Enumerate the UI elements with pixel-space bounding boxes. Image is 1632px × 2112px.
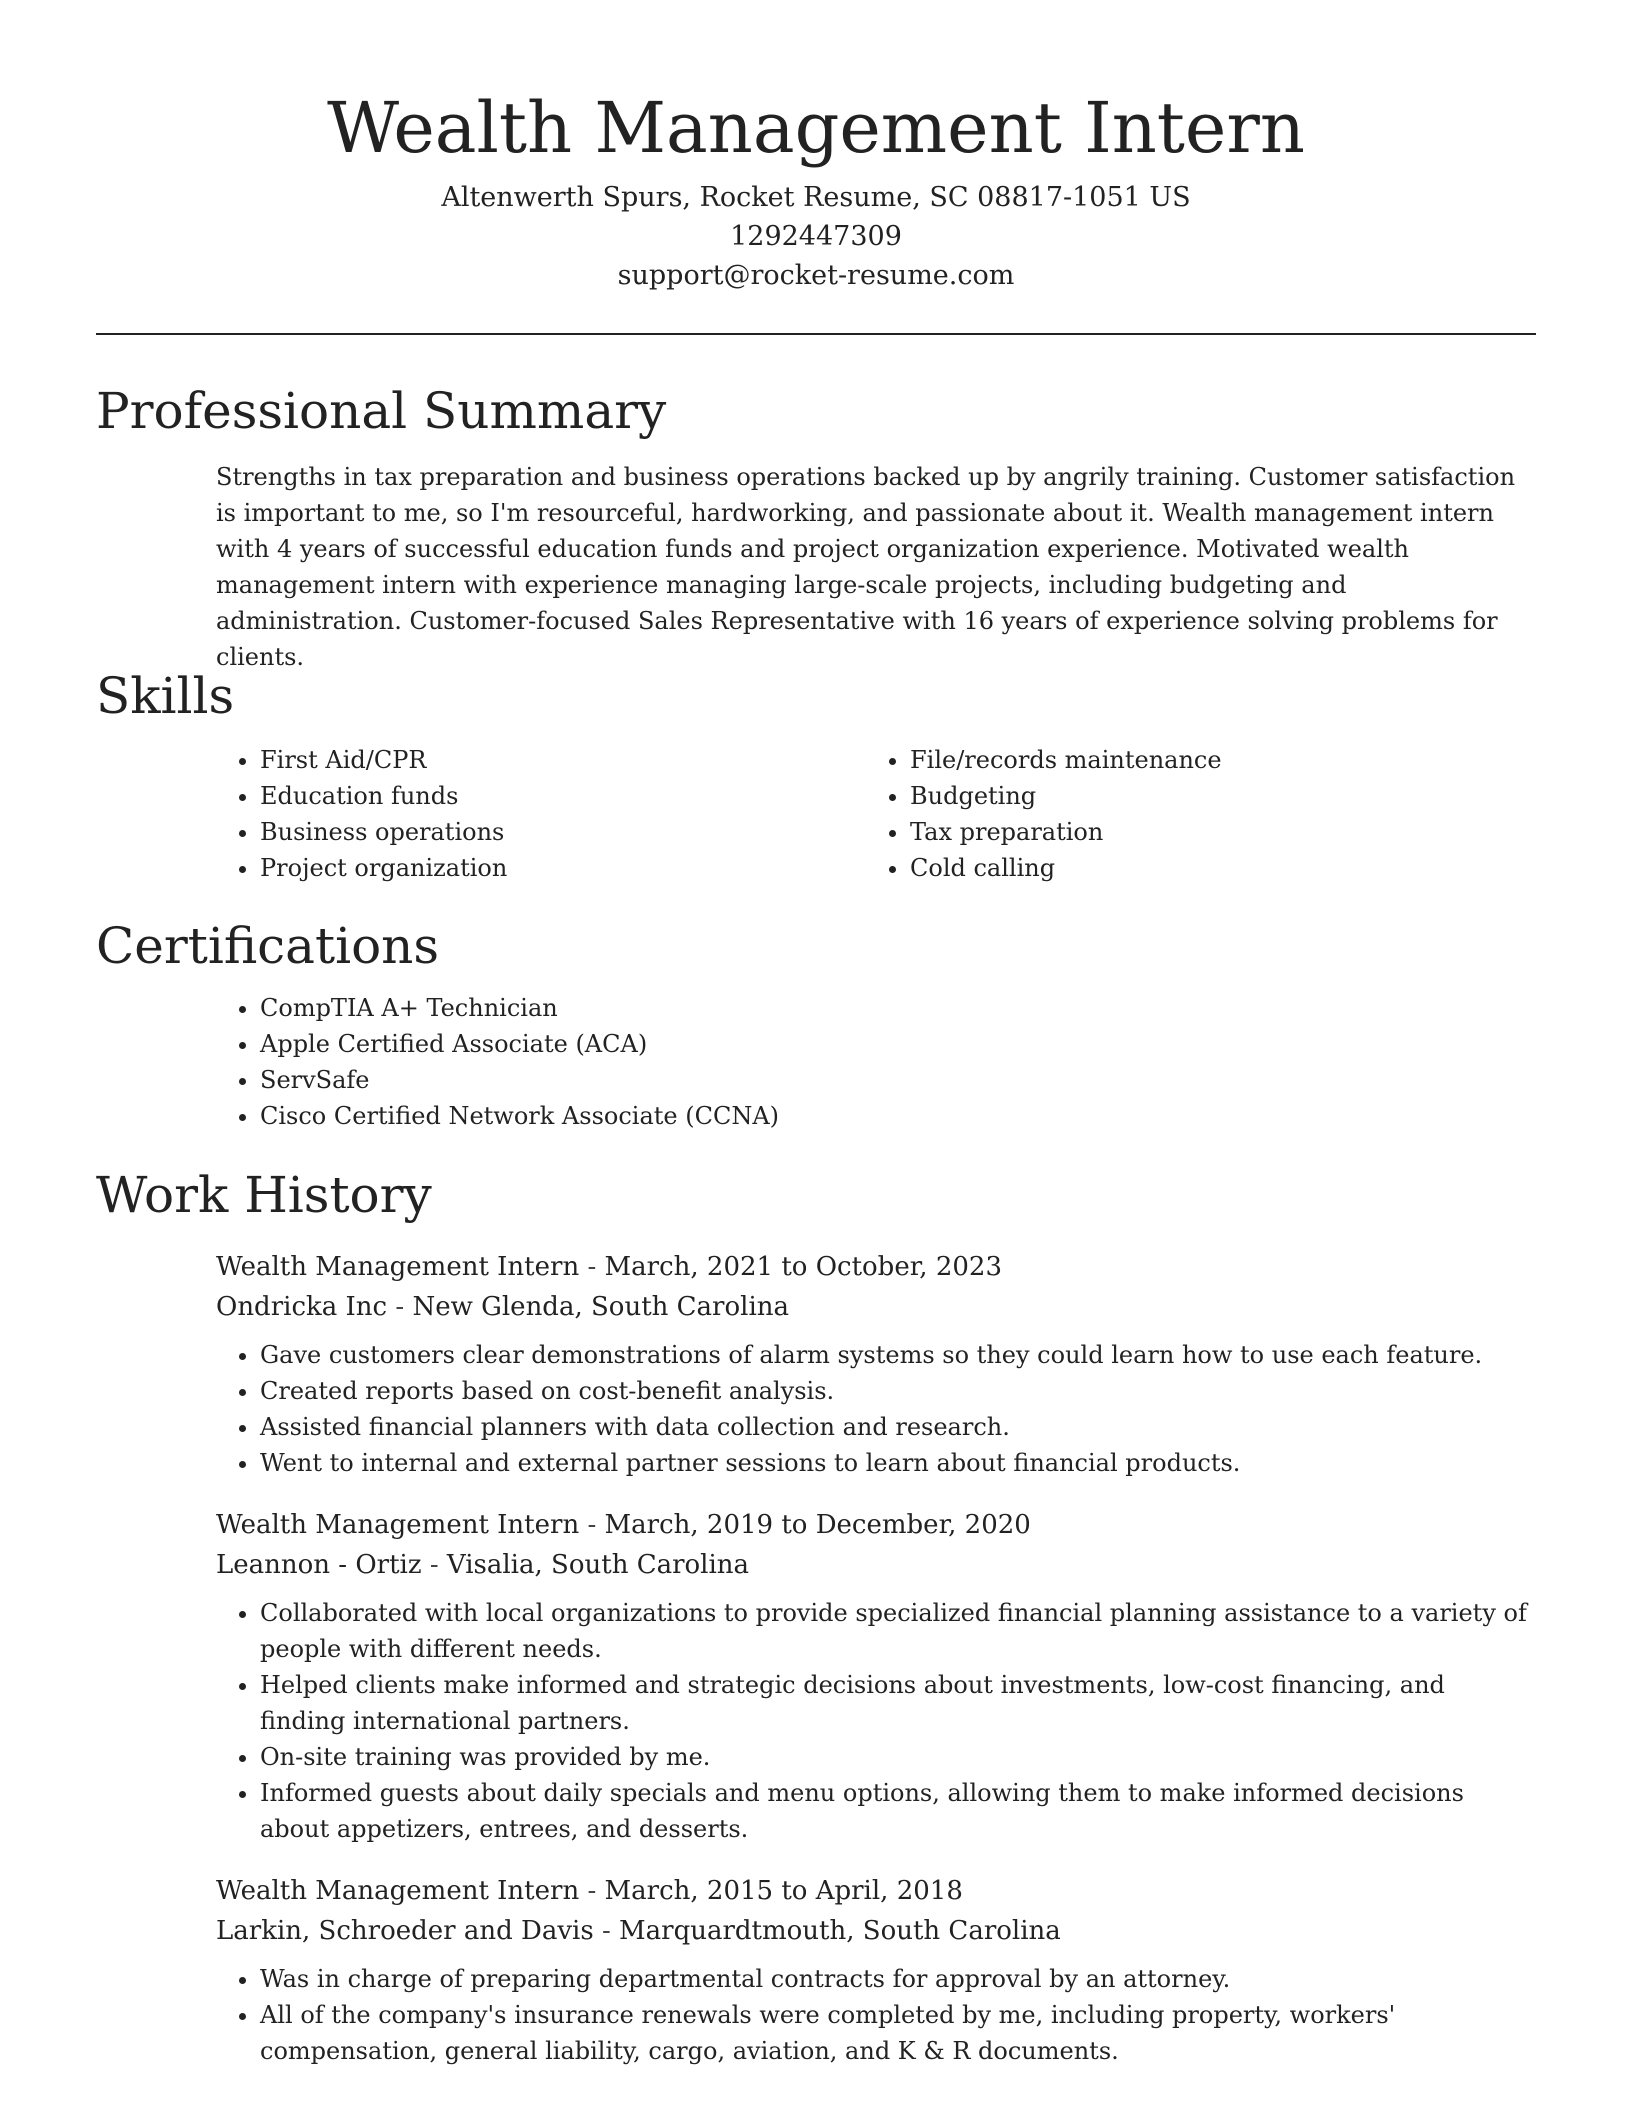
job-title-line: [216, 1871, 1536, 1911]
job-company-line: [216, 1545, 1536, 1585]
summary-text: Strengths in tax preparation and business operations backed up by angrily training. Customer satisfaction is important to me, so I'm resourceful, hardworking, and passionate about it. Wealth management intern with 4 years of successful education funds and project organization experience. Motivated wealth management intern with experience managing large-scale projects, including budgeting and administration. Customer-focused Sales Representative with 16 years of experience solving problems for clients.: [216, 463, 1516, 671]
contact-info: [96, 178, 1536, 295]
job-bullets: [96, 1337, 1536, 1481]
certification-item: • Apple Certified Associate (ACA): [260, 1026, 1536, 1062]
job-bullet: • Gave customers clear demonstrations of alarm systems so they could learn how to use each feature.: [260, 1337, 1536, 1373]
resume-header: [96, 0, 1536, 335]
job-bullet: • Went to internal and external partner sessions to learn about financial products.: [260, 1445, 1536, 1481]
contact-phone: 1292447309: [730, 221, 902, 252]
skills-list-left: [96, 742, 746, 886]
job-bullet: • Assisted financial planners with data collection and research.: [260, 1409, 1536, 1445]
job-entry: [96, 1247, 1536, 1481]
job-location: Marquardtmouth, South Carolina: [619, 1916, 1061, 1946]
job-bullet: • All of the company's insurance renewals were completed by me, including property, workers' compensation, general liability, cargo, aviation, and K & R documents.: [260, 1997, 1536, 2069]
separator: -: [421, 1550, 447, 1580]
job-company-line: [216, 1911, 1536, 1951]
contact-address: Altenwerth Spurs, Rocket Resume, SC 08817-1051 US: [441, 182, 1191, 213]
job-bullets: [96, 1595, 1536, 1847]
skills-list-right: [746, 742, 1510, 886]
skill-item: • First Aid/CPR: [260, 742, 746, 778]
job-bullet: • Helped clients make informed and strategic decisions about investments, low-cost financing, and finding international partners.: [260, 1667, 1536, 1739]
job-bullet: • Was in charge of preparing departmental contracts for approval by an attorney.: [260, 1961, 1536, 1997]
work-history-section: [96, 1165, 1536, 2069]
candidate-name: Wealth Management Intern: [327, 87, 1305, 169]
work-history-heading: Work History: [96, 1166, 432, 1224]
certifications-heading: Certifications: [96, 917, 440, 975]
job-dates: March, 2021 to October, 2023: [604, 1252, 1002, 1282]
job-bullet: • Informed guests about daily specials and menu options, allowing them to make informed decisions about appetizers, entrees, and desserts.: [260, 1775, 1536, 1847]
job-title-line: [216, 1505, 1536, 1545]
skill-item: • Project organization: [260, 850, 746, 886]
separator: -: [579, 1510, 605, 1540]
certification-item: • ServSafe: [260, 1062, 1536, 1098]
job-company: Larkin, Schroeder and Davis: [216, 1916, 594, 1946]
skill-item: • Tax preparation: [910, 814, 1510, 850]
skills-heading: Skills: [96, 667, 235, 725]
contact-email[interactable]: support@rocket-resume.com: [617, 260, 1015, 291]
separator: -: [593, 1916, 620, 1946]
separator: -: [579, 1876, 605, 1906]
job-bullets: [96, 1961, 1536, 2069]
skill-item: • Cold calling: [910, 850, 1510, 886]
header-divider: [96, 333, 1536, 335]
job-bullet: • Created reports based on cost-benefit analysis.: [260, 1373, 1536, 1409]
job-entry: [96, 1871, 1536, 2069]
skill-item: • Budgeting: [910, 778, 1510, 814]
skill-item: • Business operations: [260, 814, 746, 850]
job-title: Wealth Management Intern: [216, 1252, 580, 1282]
job-entry: [96, 1505, 1536, 1847]
job-company: Ondricka Inc: [216, 1292, 388, 1322]
job-location: Visalia, South Carolina: [446, 1550, 750, 1580]
job-title-line: [216, 1247, 1536, 1287]
job-company: Leannon - Ortiz: [216, 1550, 422, 1580]
job-company-line: [216, 1287, 1536, 1327]
job-location: New Glenda, South Carolina: [412, 1292, 790, 1322]
skill-item: • File/records maintenance: [910, 742, 1510, 778]
job-bullet: • On-site training was provided by me.: [260, 1739, 1536, 1775]
job-dates: March, 2015 to April, 2018: [604, 1876, 963, 1906]
summary-heading: Professional Summary: [96, 382, 667, 440]
job-title: Wealth Management Intern: [216, 1876, 580, 1906]
job-title: Wealth Management Intern: [216, 1510, 580, 1540]
certifications-list: [96, 990, 1536, 1134]
skills-columns: [96, 742, 1536, 886]
job-bullet: • Collaborated with local organizations to provide specialized financial planning assistance to a variety of people with different needs.: [260, 1595, 1536, 1667]
skill-item: • Education funds: [260, 778, 746, 814]
skills-section: [96, 666, 1536, 886]
resume-page: [96, 0, 1536, 2065]
job-dates: March, 2019 to December, 2020: [604, 1510, 1031, 1540]
certification-item: • Cisco Certified Network Associate (CCNA): [260, 1098, 1536, 1134]
certifications-section: [96, 916, 1536, 1134]
separator: -: [579, 1252, 605, 1282]
separator: -: [387, 1292, 413, 1322]
summary-section: [96, 381, 1536, 675]
certification-item: • CompTIA A+ Technician: [260, 990, 1536, 1026]
